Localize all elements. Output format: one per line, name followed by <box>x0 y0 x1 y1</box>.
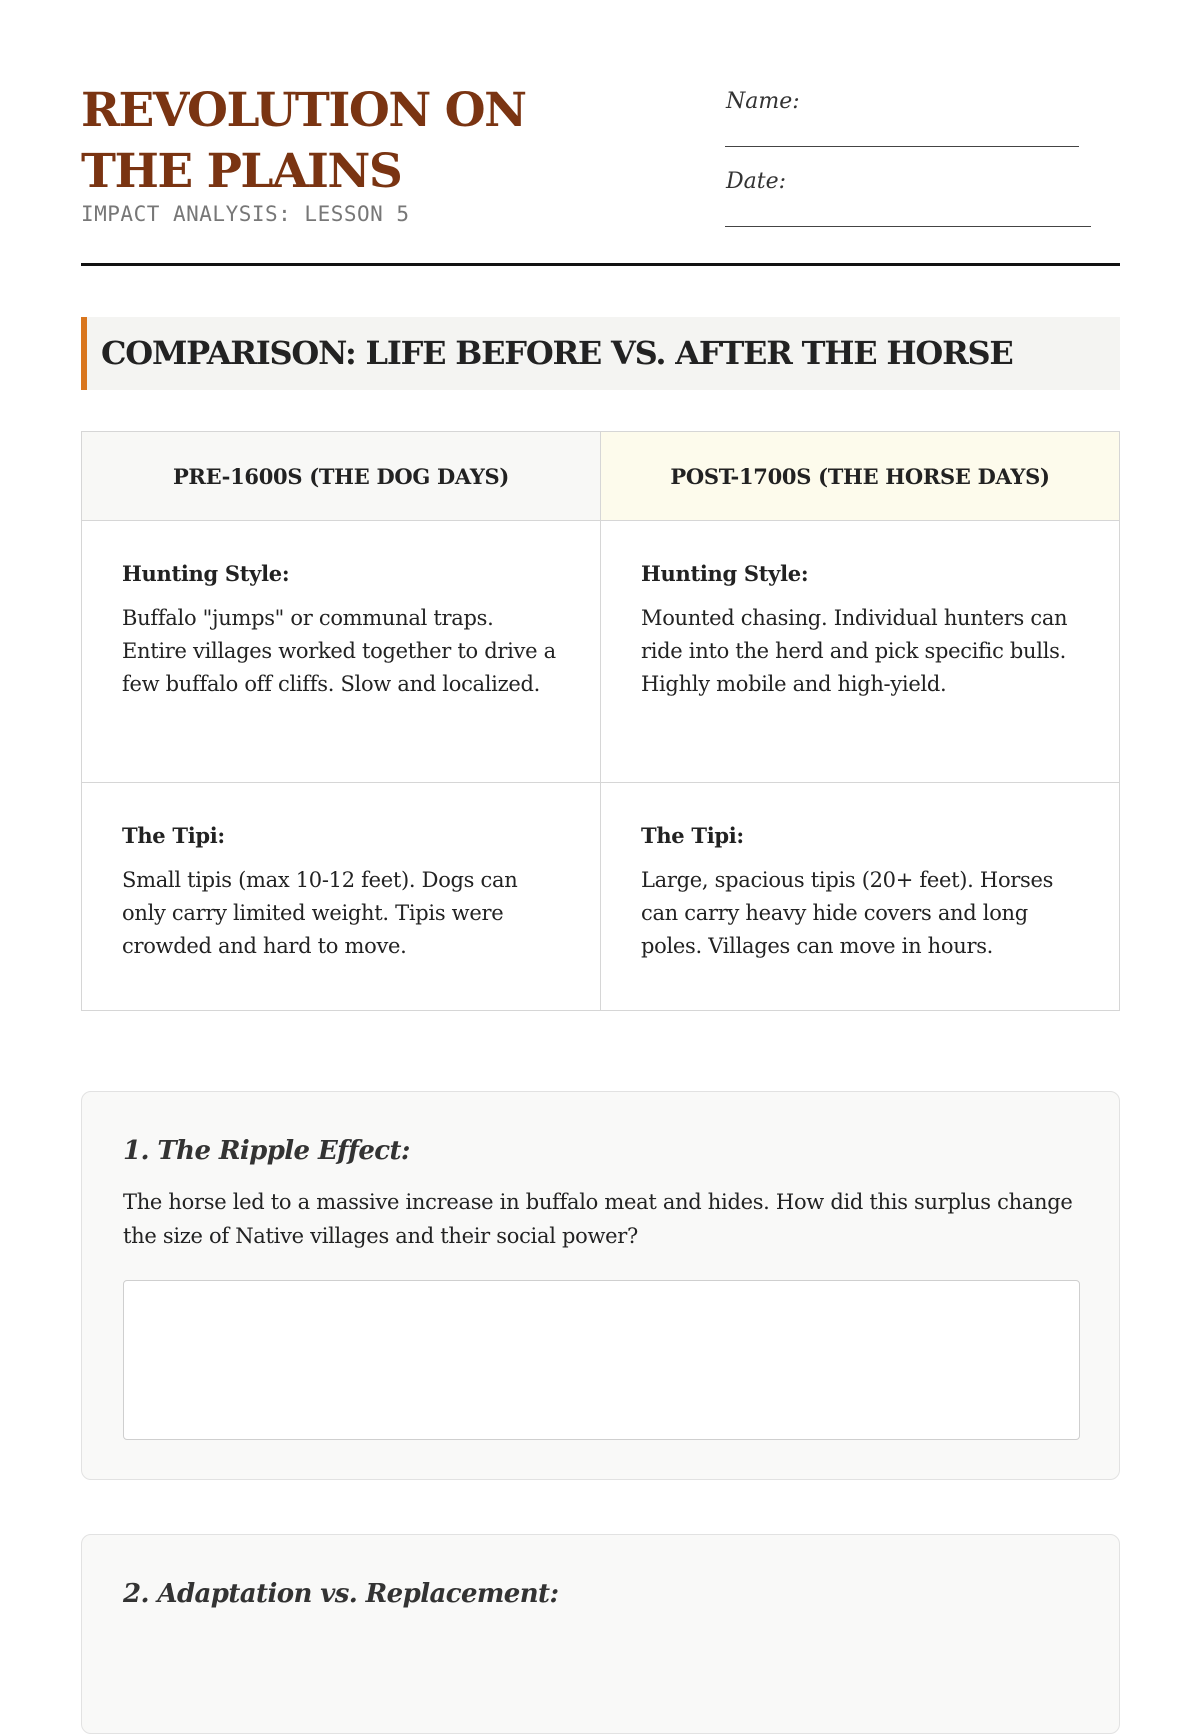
lesson-subtitle: IMPACT ANALYSIS: LESSON 5 <box>81 202 410 226</box>
cell-label: Hunting Style: <box>641 561 809 586</box>
column-header-post: POST-1700S (THE HORSE DAYS) <box>601 432 1120 521</box>
table-cell-pre <box>82 783 601 1011</box>
worksheet-page <box>81 0 1120 1609</box>
page-title: REVOLUTION ON THE PLAINS <box>81 83 526 199</box>
worksheet-header <box>81 0 1120 266</box>
question-box <box>81 1091 1120 1480</box>
question-title: 2. Adaptation vs. Replacement: <box>123 1579 559 1609</box>
table-cell-pre <box>82 521 601 783</box>
question-text: The horse led to a massive increase in buffalo meat and hides. How did this surplus change the size of Native villages and their social power? <box>123 1190 1073 1248</box>
column-header-pre: PRE-1600S (THE DOG DAYS) <box>82 432 601 521</box>
table-header-row <box>82 432 1120 521</box>
cell-text: Mounted chasing. Individual hunters can ride into the herd and pick specific bulls. Highly mobile and high-yield. <box>641 606 1068 696</box>
table-cell-post <box>601 521 1120 783</box>
cell-label: Hunting Style: <box>122 561 290 586</box>
comparison-section-heading <box>81 317 1120 390</box>
cell-label: The Tipi: <box>641 823 744 848</box>
comparison-table <box>81 431 1120 1011</box>
section-title: COMPARISON: LIFE BEFORE VS. AFTER THE HORSE <box>101 334 1013 372</box>
cell-label: The Tipi: <box>122 823 225 848</box>
cell-text: Large, spacious tipis (20+ feet). Horses can carry heavy hide covers and long poles. Villages can move in hours. <box>641 868 1054 958</box>
table-cell-post <box>601 783 1120 1011</box>
cell-text: Small tipis (max 10-12 feet). Dogs can only carry limited weight. Tipis were crowded and hard to move. <box>122 868 518 958</box>
table-row <box>82 783 1120 1011</box>
name-label: Name: <box>726 89 800 114</box>
question-title: 1. The Ripple Effect: <box>123 1136 410 1166</box>
name-line[interactable] <box>725 146 1079 147</box>
date-label: Date: <box>726 169 787 194</box>
cell-text: Buffalo "jumps" or communal traps. Entire villages worked together to drive a few buffalo off cliffs. Slow and localized. <box>122 606 556 696</box>
table-row <box>82 521 1120 783</box>
date-line[interactable] <box>725 226 1091 227</box>
answer-textarea[interactable] <box>123 1280 1080 1440</box>
question-box <box>81 1534 1120 1734</box>
